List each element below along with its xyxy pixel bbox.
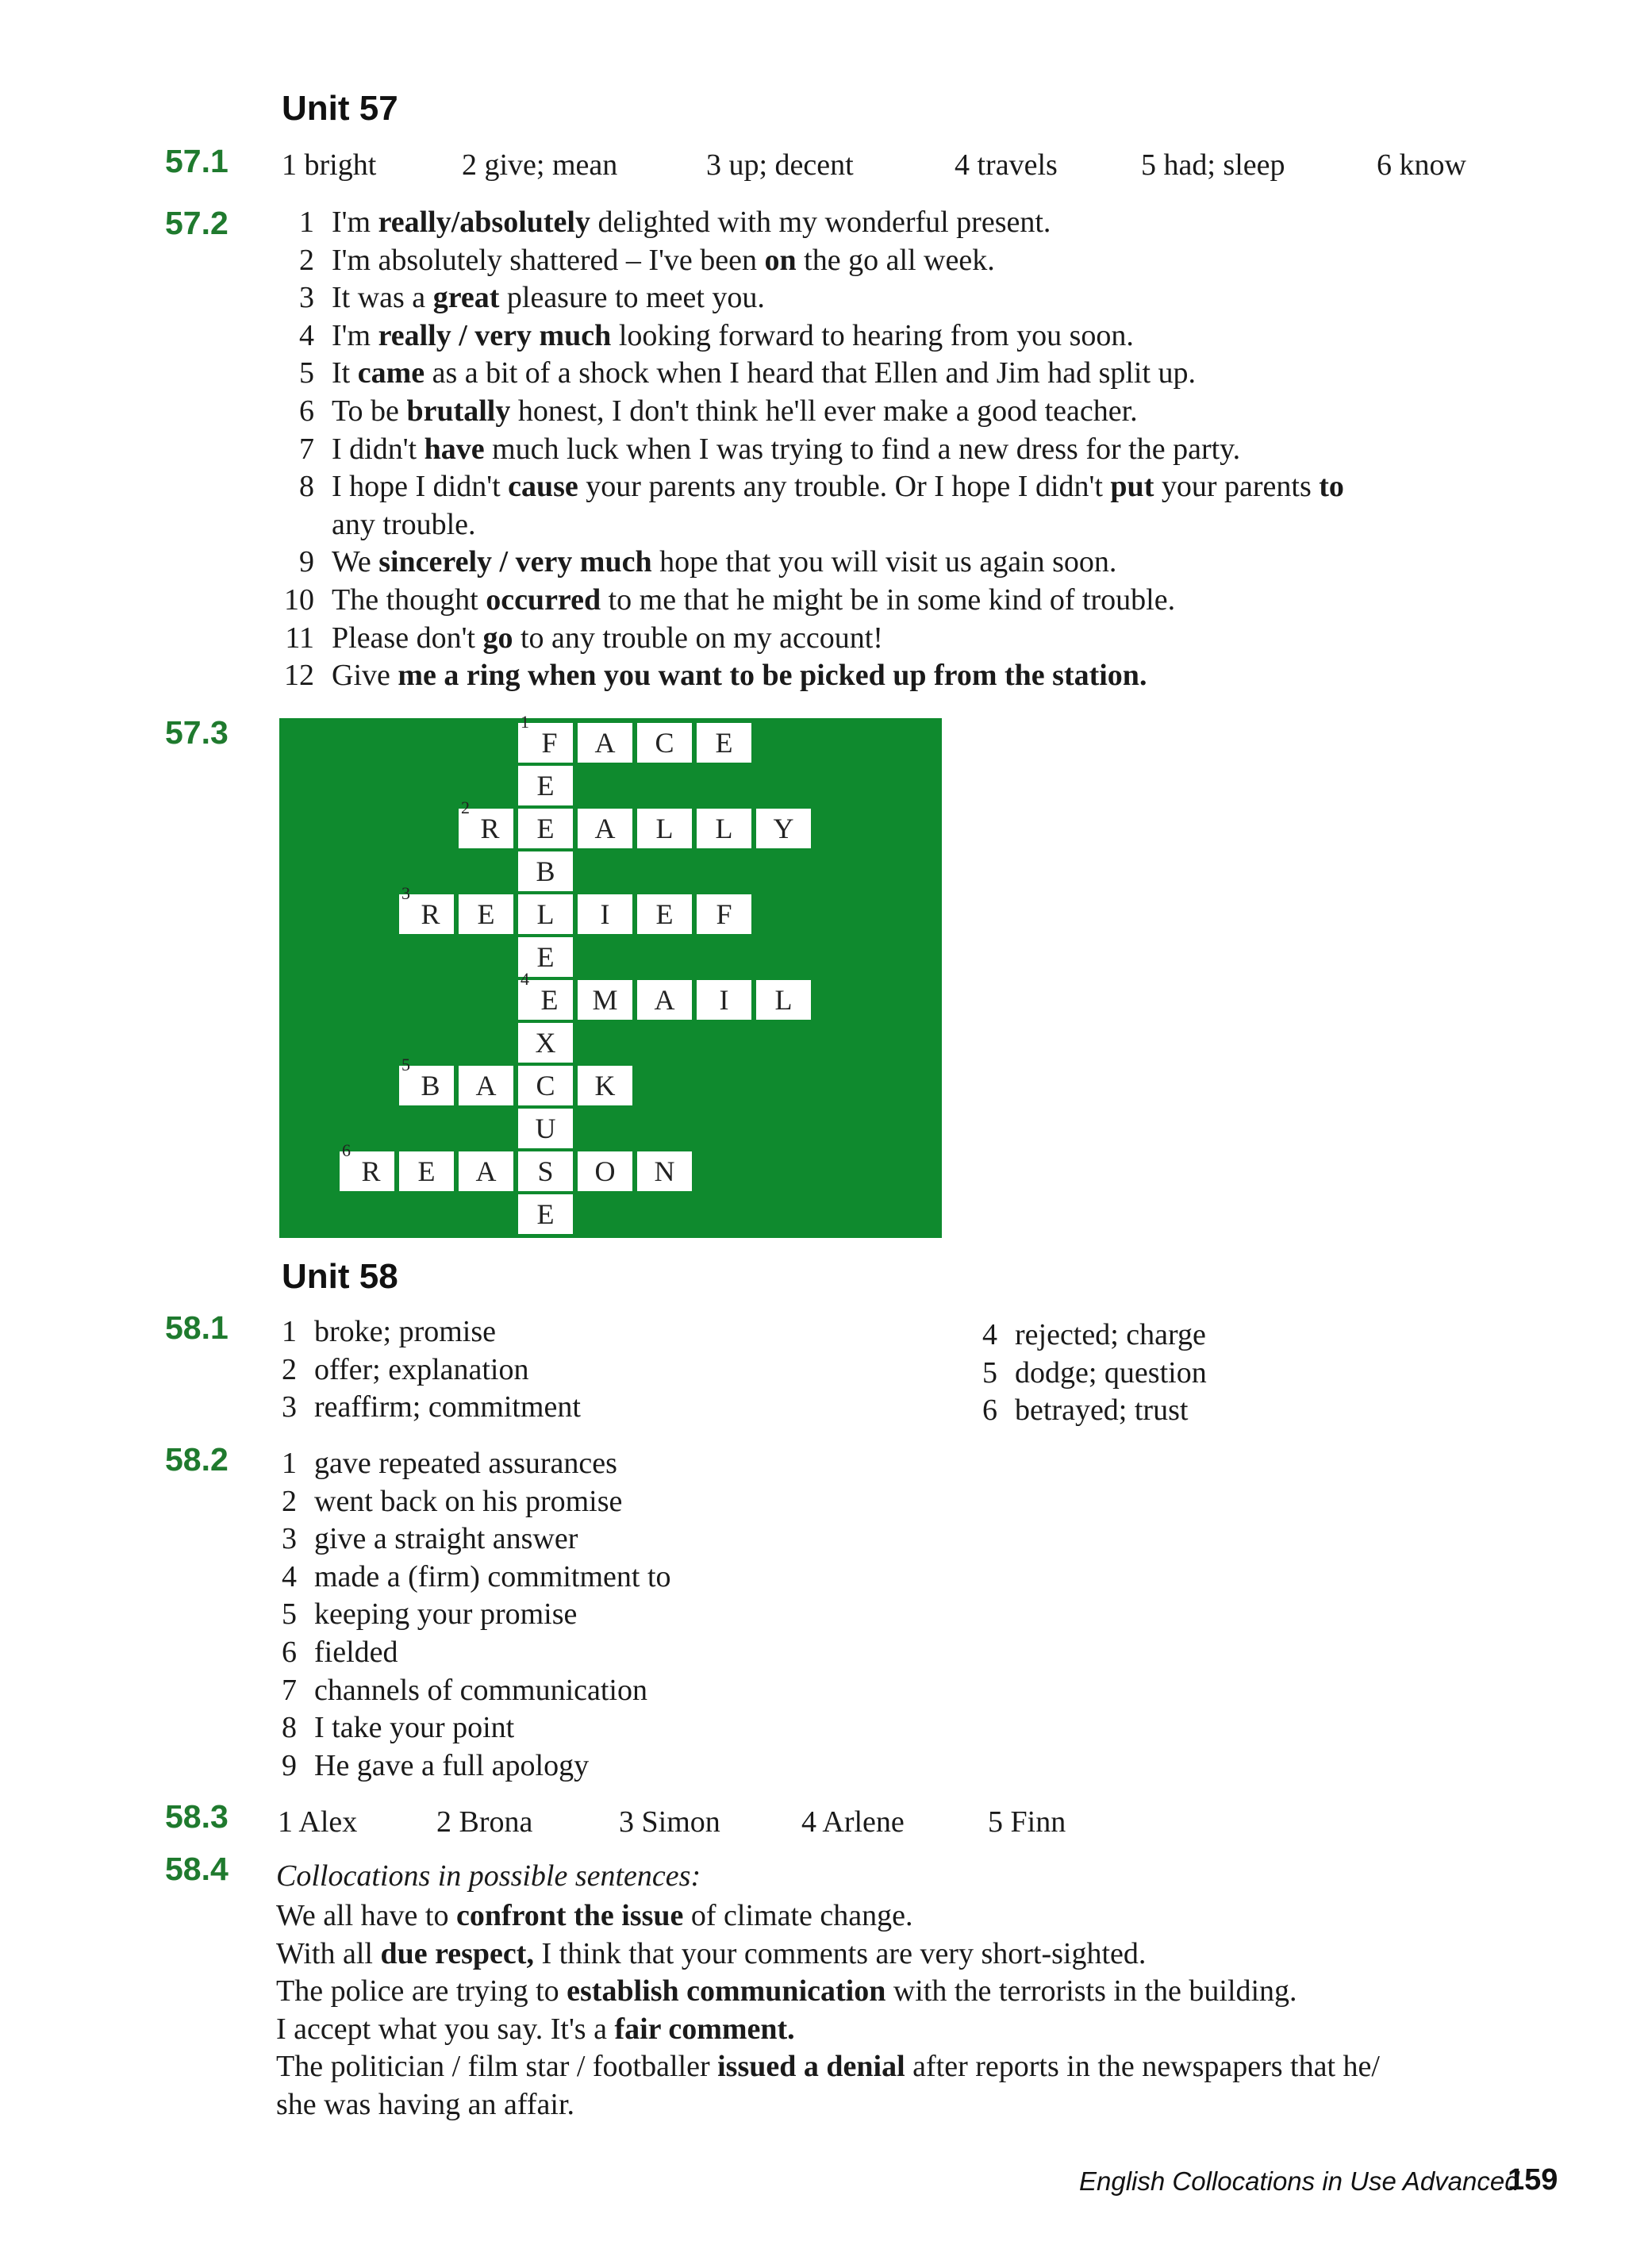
answer-number: 9 [282,1748,297,1782]
crossword-cell [518,712,575,763]
answer-text: made a (firm) commitment to [314,1559,671,1593]
answer-number: 6 [299,394,314,428]
answer-text: gave repeated assurances [314,1447,617,1480]
answer-text: she was having an affair. [276,2088,575,2121]
answer-number: 4 [282,1559,297,1593]
crossword-letter: L [715,813,733,844]
answer-sentence [332,621,883,655]
answer-collocation: great [432,281,500,315]
answer-text: I'm absolutely shattered – I've been [332,243,765,277]
crossword-cell [637,723,694,763]
crossword-cell [399,1055,456,1105]
crossword-cell [518,851,575,891]
answer-sentence [332,544,1116,579]
crossword-cell [518,1066,575,1105]
answer-collocation: have [424,432,485,466]
crossword-grid [279,712,942,1238]
crossword-cell [637,1151,694,1191]
book-title: English Collocations in Use Advanced [1079,2166,1519,2196]
answer-text: hope that you will visit us again soon. [651,545,1117,579]
answer-number: 10 [284,583,314,617]
answer-text: delighted with my wonderful present. [590,206,1051,239]
crossword-clue-number: 4 [521,969,529,989]
answer-text: broke; promise [314,1315,497,1348]
answer-item: 1 bright [282,148,377,182]
answer-sentence [332,356,1196,390]
answer-number: 3 [282,1390,297,1424]
answer-text: looking forward to hearing from you soon. [611,318,1134,352]
answer-text: betrayed; trust [1015,1393,1189,1428]
crossword-cell [637,894,694,934]
crossword-letter: U [535,1113,556,1144]
crossword-letter: I [600,898,610,930]
answer-text: I accept what you say. It's a [276,2012,615,2046]
answer-collocation: issued a denial [717,2050,905,2084]
answer-sentence [332,243,995,278]
answer-number: 6 [982,1393,997,1428]
crossword-cell [518,766,575,805]
answer-text: your parents [1154,470,1320,504]
answer-sentence [332,658,1147,693]
answer-collocation: confront the issue [455,1899,684,1932]
crossword-clue-number: 1 [521,712,529,732]
crossword-letter: C [655,727,674,759]
answer-text: of climate change. [683,1899,913,1932]
answer-number: 12 [284,659,314,693]
crossword-letter: E [715,727,733,759]
answer-text: I take your point [314,1711,515,1745]
answer-collocation: due respect, [380,1936,534,1970]
crossword-cell [756,980,813,1020]
exercise-58-4-intro: Collocations in possible sentences: [276,1859,701,1893]
answer-number: 3 [299,281,314,315]
crossword-letter: B [421,1070,440,1101]
answer-text: I hope I didn't [332,470,509,504]
answer-text: I'm [332,206,378,239]
answer-text: fielded [314,1636,398,1669]
crossword-letter: L [655,813,674,844]
answer-collocation: me a ring when you want to be picked up from the station. [390,659,1147,693]
answer-text: The thought [332,583,486,617]
answer-item: 4 Arlene [801,1805,905,1839]
answer-text: We all have to [276,1899,456,1932]
crossword-cell [518,1109,575,1148]
crossword-letter: R [480,813,500,844]
answer-item: 3 Simon [619,1805,720,1839]
crossword-letter: M [592,984,618,1016]
crossword-cell [518,1194,575,1234]
answer-sentence [332,318,1134,353]
exercise-58-2-number: 58.2 [165,1441,229,1478]
answer-text: I'm [332,318,378,352]
crossword-letter: I [719,984,729,1016]
answer-text: dodge; question [1015,1355,1207,1390]
crossword-letter: A [594,813,616,844]
answer-number: 5 [982,1355,997,1390]
exercise-58-1-number: 58.1 [165,1309,229,1346]
answer-collocation: establish communication [567,1974,886,2009]
answer-collocation: brutally [406,394,511,428]
answer-collocation: came [357,356,425,390]
answer-text: rejected; charge [1015,1318,1206,1351]
crossword-cell [637,980,694,1020]
crossword-cell [340,1140,397,1191]
answer-collocation: fair comment. [614,2012,795,2046]
unit-57-title: Unit 57 [282,89,398,128]
answer-collocation: on [764,243,797,277]
crossword-letter: L [536,898,555,930]
crossword-cell [459,1151,516,1191]
crossword-cell [459,894,516,934]
crossword-cell [578,980,635,1020]
crossword-cell [518,1023,575,1063]
exercise-58-4-number: 58.4 [165,1851,229,1887]
answer-sentence [332,507,476,542]
answer-number: 4 [299,318,314,352]
answer-collocation: cause [508,470,578,504]
crossword-clue-number: 5 [401,1055,410,1074]
answer-number: 9 [299,545,314,579]
answer-text: with the terrorists in the building. [885,1974,1297,2009]
answer-text: keeping your promise [314,1597,578,1632]
crossword-cell [578,723,635,763]
crossword-letter: X [535,1027,556,1059]
crossword-letter: E [477,898,495,930]
answer-text: as a bit of a shock when I heard that Ellen and Jim had split up. [424,356,1197,390]
crossword-letter: R [421,898,440,930]
answer-text: It [332,356,358,390]
answer-text: I think that your comments are very short-sighted. [533,1936,1147,1970]
answer-number: 1 [282,1447,297,1480]
answer-item: 6 know [1377,148,1466,182]
crossword-cell [578,894,635,934]
answer-text: honest, I don't think he'll ever make a good teacher. [510,394,1138,428]
answer-text: I didn't [332,432,424,466]
crossword-letter: A [594,727,616,759]
crossword-letter: N [654,1155,675,1187]
crossword-cell [578,1151,635,1191]
unit-58-title: Unit 58 [282,1257,398,1296]
answer-sentence [332,582,1175,617]
answer-text: offer; explanation [314,1352,529,1386]
crossword-letter: E [417,1155,436,1187]
crossword-letter: E [540,984,559,1016]
crossword-letter: E [536,813,555,844]
crossword-letter: E [655,898,674,930]
answer-text: Please don't [332,621,483,655]
answer-text: to any trouble on my account! [513,621,883,655]
answer-item: 1 Alex [278,1805,358,1839]
answer-number: 4 [982,1318,997,1351]
answer-number: 8 [282,1711,297,1745]
answer-number: 1 [282,1315,297,1348]
crossword-cell [697,723,754,763]
crossword-letter: F [541,727,558,759]
crossword-letter: E [536,941,555,973]
answer-number: 3 [282,1522,297,1556]
crossword-cell [518,1151,575,1191]
answer-item: 5 had; sleep [1141,148,1285,182]
example-sentence [276,2087,574,2122]
crossword-cell [756,809,813,848]
answer-collocation: put [1110,470,1154,504]
example-sentence [276,2012,795,2047]
crossword-cell [459,798,516,848]
crossword-cell [459,1066,516,1105]
answer-text: It was a [332,281,433,315]
answer-number: 11 [285,621,314,655]
answer-collocation: sincerely / very much [378,545,652,579]
answer-item: 5 Finn [988,1805,1066,1839]
answer-text: after reports in the newspapers that he/ [905,2050,1380,2084]
answer-number: 5 [282,1597,297,1632]
crossword-letter: Y [773,813,794,844]
crossword-cell [697,894,754,934]
answer-text: With all [276,1936,381,1970]
answer-text: give a straight answer [314,1522,578,1556]
crossword-letter: E [536,770,555,801]
crossword-letter: C [536,1070,555,1101]
answer-text: to me that he might be in some kind of trouble. [601,583,1176,617]
example-sentence [276,1974,1297,2009]
answer-number: 7 [282,1673,297,1707]
answer-text: channels of communication [314,1673,647,1707]
crossword-letter: A [654,984,675,1016]
crossword-letter: O [594,1155,616,1187]
answer-collocation: really / very much [378,318,612,352]
exercise-57-2-number: 57.2 [165,205,229,241]
answer-text: We [332,545,379,579]
answer-sentence [332,280,765,315]
answer-number: 1 [299,206,314,239]
crossword-letter: A [475,1070,497,1101]
answer-text: the go all week. [796,243,995,277]
answer-sentence [332,205,1051,240]
crossword-clue-number: 2 [461,798,470,817]
crossword-cell [637,809,694,848]
exercise-57-3-number: 57.3 [165,714,229,751]
crossword-letter: L [774,984,793,1016]
answer-collocation: really/absolutely [378,206,590,239]
answer-item: 2 Brona [436,1805,533,1839]
crossword-cell [399,1151,456,1191]
answer-number: 2 [299,243,314,277]
answer-text: pleasure to meet you. [499,281,765,315]
crossword-cell [697,980,754,1020]
answer-collocation: to [1319,470,1344,504]
answer-sentence [332,432,1240,467]
crossword-letter: B [536,855,555,887]
answer-text: reaffirm; commitment [314,1390,581,1424]
answer-text: Give [332,659,390,693]
answer-collocation: go [482,621,513,655]
answer-number: 2 [282,1352,297,1386]
answer-number: 6 [282,1636,297,1669]
crossword-letter: A [475,1155,497,1187]
answer-item: 2 give; mean [462,148,618,182]
crossword-cell [518,809,575,848]
crossword-letter: E [536,1198,555,1230]
answer-sentence [332,394,1138,429]
example-sentence [276,2049,1380,2084]
example-sentence [276,1936,1146,1971]
answer-number: 2 [282,1484,297,1518]
answer-text: To be [332,394,407,428]
answer-number: 7 [299,432,314,466]
answer-text: any trouble. [332,507,476,541]
exercise-57-1-number: 57.1 [165,143,229,179]
crossword-cell [578,1066,635,1105]
answer-text: He gave a full apology [314,1748,590,1782]
crossword-cell [518,894,575,934]
answer-text: The politician / film star / footballer [276,2050,718,2084]
answer-text: The police are trying to [276,1974,567,2009]
answer-sentence [332,469,1344,504]
answer-item: 4 travels [955,148,1058,182]
crossword-cell [578,809,635,848]
answer-text: went back on his promise [314,1484,623,1518]
answer-text: much luck when I was trying to find a new dress for the party. [484,432,1241,466]
exercise-58-3-number: 58.3 [165,1798,229,1835]
answer-collocation: occurred [486,583,601,617]
crossword-letter: K [594,1070,616,1101]
answer-number: 8 [299,470,314,504]
crossword-letter: F [716,898,732,930]
answer-number: 5 [299,356,314,390]
crossword-cell [518,969,575,1020]
crossword-clue-number: 3 [401,883,410,903]
crossword-letter: R [361,1155,381,1187]
crossword-cell [697,809,754,848]
crossword-cell [399,883,456,934]
crossword-letter: S [537,1155,554,1187]
page-number: 159 [1508,2163,1558,2197]
answer-text: your parents any trouble. Or I hope I didn't [578,470,1111,504]
crossword-clue-number: 6 [342,1140,351,1160]
example-sentence [276,1898,912,1933]
answer-item: 3 up; decent [706,148,854,182]
